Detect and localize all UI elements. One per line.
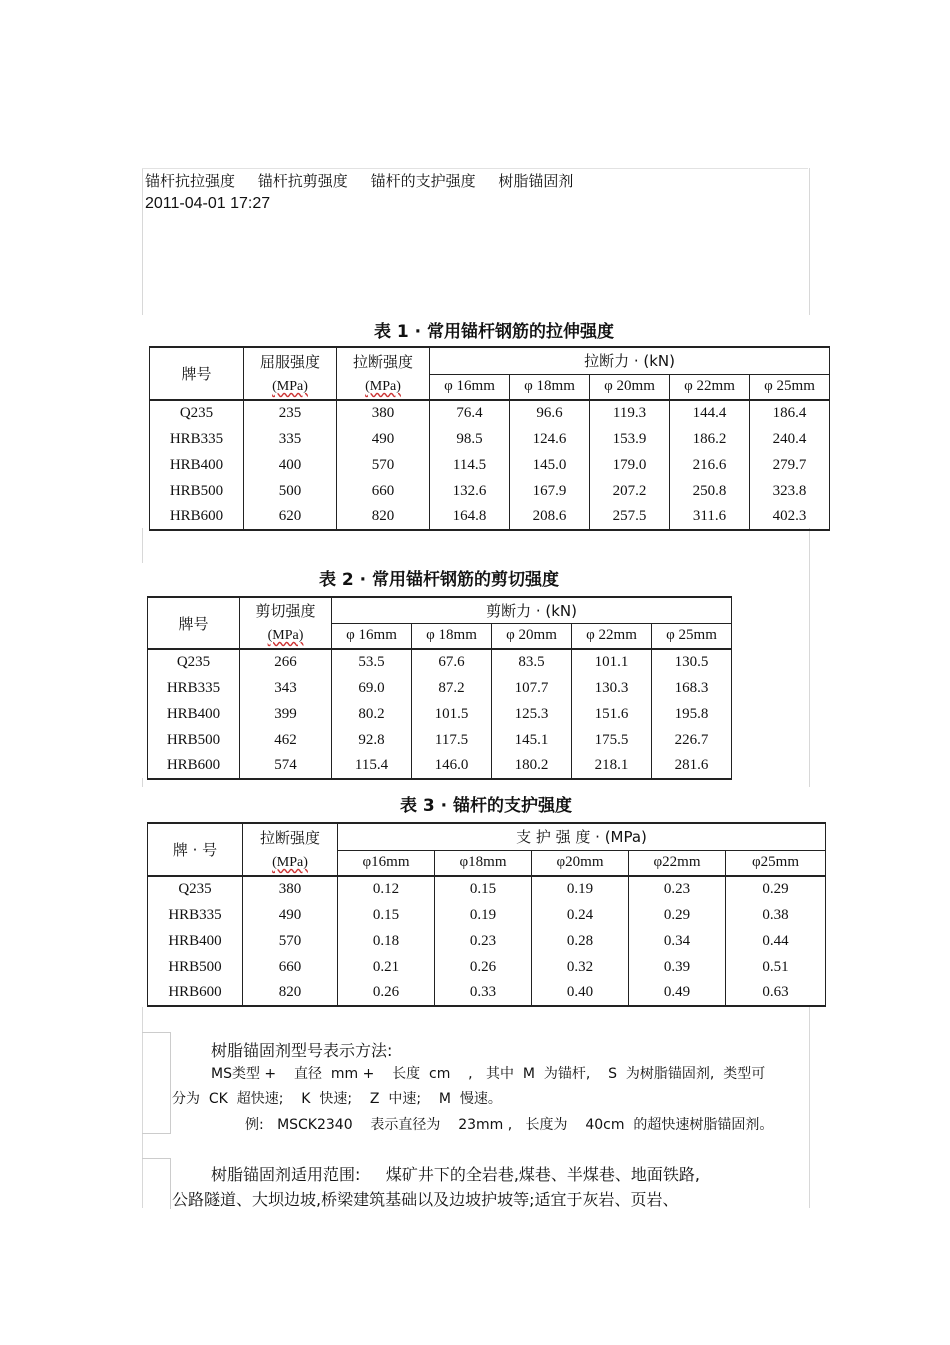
value-cell: 179.0 xyxy=(590,452,670,478)
value-cell: 0.51 xyxy=(726,954,826,980)
value-cell: 115.4 xyxy=(332,753,412,779)
value-cell: 80.2 xyxy=(332,701,412,727)
value-cell: 175.5 xyxy=(572,727,652,753)
tag-tensile-strength[interactable]: 锚杆抗拉强度 xyxy=(145,172,236,190)
table1-header-brand: 牌号 xyxy=(150,347,244,400)
value-cell: 0.49 xyxy=(629,980,726,1006)
table-row xyxy=(148,753,732,779)
value-cell: 130.3 xyxy=(572,675,652,701)
value-cell: 119.3 xyxy=(590,400,670,426)
table2-block xyxy=(142,563,734,778)
brand-cell: HRB400 xyxy=(148,701,240,727)
value-cell: 0.38 xyxy=(726,902,826,928)
value-cell: 168.3 xyxy=(652,675,732,701)
value-cell: 257.5 xyxy=(590,504,670,530)
value-cell: 101.1 xyxy=(572,649,652,675)
margin-mark xyxy=(142,1032,171,1134)
value-cell: 207.2 xyxy=(590,478,670,504)
value-cell: 83.5 xyxy=(492,649,572,675)
frame-top-rule xyxy=(142,168,808,169)
value-cell: 335 xyxy=(244,426,337,452)
brand-cell: HRB600 xyxy=(148,753,240,779)
value-cell: 226.7 xyxy=(652,727,732,753)
tag-resin-anchor[interactable]: 树脂锚固剂 xyxy=(498,172,574,190)
value-cell: 240.4 xyxy=(750,426,830,452)
table1-header-yield: 屈服强度 xyxy=(244,347,337,374)
brand-cell: HRB335 xyxy=(150,426,244,452)
value-cell: 380 xyxy=(337,400,430,426)
value-cell: 164.8 xyxy=(430,504,510,530)
table-row xyxy=(148,980,826,1006)
table-row xyxy=(148,649,732,675)
model-heading: 树脂锚固剂型号表示方法: xyxy=(211,1041,393,1060)
table-row xyxy=(148,954,826,980)
scope-line-1: 树脂锚固剂适用范围: 煤矿井下的全岩巷,煤巷、半煤巷、地面铁路, xyxy=(211,1165,700,1184)
value-cell: 107.7 xyxy=(492,675,572,701)
value-cell: 186.4 xyxy=(750,400,830,426)
value-cell: 0.19 xyxy=(532,876,629,902)
value-cell: 124.6 xyxy=(510,426,590,452)
value-cell: 820 xyxy=(337,504,430,530)
article-tags xyxy=(145,170,591,191)
table1-title: 表 1 · 常用锚杆钢筋的拉伸强度 xyxy=(374,322,615,342)
value-cell: 69.0 xyxy=(332,675,412,701)
brand-cell: Q235 xyxy=(148,876,243,902)
brand-cell: HRB500 xyxy=(148,954,243,980)
value-cell: 0.19 xyxy=(435,902,532,928)
table-row xyxy=(148,876,826,902)
table3-header-size: φ16mm xyxy=(338,850,435,876)
table2-header-shear-unit: (MPa) xyxy=(240,623,332,649)
value-cell: 146.0 xyxy=(412,753,492,779)
table2 xyxy=(147,596,732,780)
brand-cell: Q235 xyxy=(148,649,240,675)
table3-header-size: φ25mm xyxy=(726,850,826,876)
value-cell: 53.5 xyxy=(332,649,412,675)
table1 xyxy=(149,346,830,531)
value-cell: 208.6 xyxy=(510,504,590,530)
value-cell: 132.6 xyxy=(430,478,510,504)
value-cell: 570 xyxy=(243,928,338,954)
value-cell: 76.4 xyxy=(430,400,510,426)
table-row xyxy=(150,452,830,478)
model-line-1: MS类型 + 直径 mm + 长度 cm , 其中 M 为锚杆, S 为树脂锚固剂, 类型可 xyxy=(211,1066,766,1082)
table2-header-size: φ 16mm xyxy=(332,623,412,649)
value-cell: 87.2 xyxy=(412,675,492,701)
table2-header-size: φ 20mm xyxy=(492,623,572,649)
value-cell: 0.26 xyxy=(338,980,435,1006)
value-cell: 0.26 xyxy=(435,954,532,980)
table3-header-size: φ18mm xyxy=(435,850,532,876)
value-cell: 0.29 xyxy=(629,902,726,928)
table1-header-size: φ 22mm xyxy=(670,374,750,400)
value-cell: 250.8 xyxy=(670,478,750,504)
value-cell: 67.6 xyxy=(412,649,492,675)
value-cell: 114.5 xyxy=(430,452,510,478)
table-row xyxy=(148,675,732,701)
model-line-2: 分为 CK 超快速; K 快速; Z 中速; M 慢速。 xyxy=(172,1091,502,1107)
table-row xyxy=(150,400,830,426)
value-cell: 402.3 xyxy=(750,504,830,530)
table1-header-tensile-unit: (MPa) xyxy=(337,374,430,400)
value-cell: 98.5 xyxy=(430,426,510,452)
table3 xyxy=(147,822,826,1007)
value-cell: 281.6 xyxy=(652,753,732,779)
value-cell: 380 xyxy=(243,876,338,902)
value-cell: 0.28 xyxy=(532,928,629,954)
table1-header-size: φ 16mm xyxy=(430,374,510,400)
table3-block xyxy=(142,787,830,1007)
value-cell: 186.2 xyxy=(670,426,750,452)
value-cell: 167.9 xyxy=(510,478,590,504)
value-cell: 0.33 xyxy=(435,980,532,1006)
tag-shear-strength[interactable]: 锚杆抗剪强度 xyxy=(257,172,348,190)
scope-line-2: 公路隧道、大坝边坡,桥梁建筑基础以及边坡护坡等;适宜于灰岩、页岩、 xyxy=(172,1190,679,1209)
value-cell: 0.40 xyxy=(532,980,629,1006)
brand-cell: HRB600 xyxy=(150,504,244,530)
value-cell: 0.23 xyxy=(435,928,532,954)
value-cell: 218.1 xyxy=(572,753,652,779)
table1-block xyxy=(142,315,834,528)
value-cell: 500 xyxy=(244,478,337,504)
value-cell: 0.15 xyxy=(338,902,435,928)
value-cell: 400 xyxy=(244,452,337,478)
value-cell: 0.12 xyxy=(338,876,435,902)
table-row xyxy=(148,701,732,727)
table-row xyxy=(148,928,826,954)
table3-title: 表 3 · 锚杆的支护强度 xyxy=(400,796,573,816)
value-cell: 216.6 xyxy=(670,452,750,478)
value-cell: 195.8 xyxy=(652,701,732,727)
table2-header-size: φ 22mm xyxy=(572,623,652,649)
value-cell: 490 xyxy=(337,426,430,452)
value-cell: 620 xyxy=(244,504,337,530)
value-cell: 144.4 xyxy=(670,400,750,426)
post-date: 2011-04-01 17:27 xyxy=(145,195,271,212)
value-cell: 0.32 xyxy=(532,954,629,980)
tag-support-strength[interactable]: 锚杆的支护强度 xyxy=(370,172,476,190)
value-cell: 130.5 xyxy=(652,649,732,675)
table1-header-tensile: 拉断强度 xyxy=(337,347,430,374)
brand-cell: HRB500 xyxy=(148,727,240,753)
value-cell: 660 xyxy=(243,954,338,980)
value-cell: 266 xyxy=(240,649,332,675)
table-row xyxy=(148,902,826,928)
example-line: 例: MSCK2340 表示直径为 23mm , 长度为 40cm 的超快速树脂锚固剂。 xyxy=(245,1117,774,1133)
table-row xyxy=(150,478,830,504)
table1-header-size: φ 18mm xyxy=(510,374,590,400)
value-cell: 0.23 xyxy=(629,876,726,902)
margin-mark xyxy=(142,1158,171,1209)
brand-cell: HRB335 xyxy=(148,902,243,928)
table3-header-brand: 牌 · 号 xyxy=(148,823,243,876)
table2-header-shear: 剪切强度 xyxy=(240,597,332,623)
table2-header-size: φ 25mm xyxy=(652,623,732,649)
brand-cell: HRB400 xyxy=(148,928,243,954)
value-cell: 180.2 xyxy=(492,753,572,779)
value-cell: 0.24 xyxy=(532,902,629,928)
value-cell: 343 xyxy=(240,675,332,701)
value-cell: 0.15 xyxy=(435,876,532,902)
value-cell: 0.21 xyxy=(338,954,435,980)
value-cell: 660 xyxy=(337,478,430,504)
value-cell: 311.6 xyxy=(670,504,750,530)
value-cell: 96.6 xyxy=(510,400,590,426)
brand-cell: Q235 xyxy=(150,400,244,426)
table2-header-size: φ 18mm xyxy=(412,623,492,649)
value-cell: 0.29 xyxy=(726,876,826,902)
value-cell: 145.0 xyxy=(510,452,590,478)
table3-header-size: φ20mm xyxy=(532,850,629,876)
value-cell: 101.5 xyxy=(412,701,492,727)
brand-cell: HRB335 xyxy=(148,675,240,701)
value-cell: 279.7 xyxy=(750,452,830,478)
value-cell: 323.8 xyxy=(750,478,830,504)
table-row xyxy=(150,504,830,530)
value-cell: 0.18 xyxy=(338,928,435,954)
table2-header-brand: 牌号 xyxy=(148,597,240,649)
value-cell: 399 xyxy=(240,701,332,727)
table1-header-yield-unit: (MPa) xyxy=(244,374,337,400)
table2-title: 表 2 · 常用锚杆钢筋的剪切强度 xyxy=(319,570,560,590)
value-cell: 0.34 xyxy=(629,928,726,954)
value-cell: 462 xyxy=(240,727,332,753)
table-row xyxy=(150,426,830,452)
value-cell: 92.8 xyxy=(332,727,412,753)
brand-cell: HRB500 xyxy=(150,478,244,504)
value-cell: 151.6 xyxy=(572,701,652,727)
table2-header-group: 剪断力 · (kN) xyxy=(332,597,732,623)
value-cell: 0.44 xyxy=(726,928,826,954)
table3-header-size: φ22mm xyxy=(629,850,726,876)
brand-cell: HRB400 xyxy=(150,452,244,478)
table3-header-group: 支 护 强 度 · (MPa) xyxy=(338,823,826,850)
table1-header-size: φ 20mm xyxy=(590,374,670,400)
value-cell: 0.63 xyxy=(726,980,826,1006)
value-cell: 145.1 xyxy=(492,727,572,753)
value-cell: 125.3 xyxy=(492,701,572,727)
value-cell: 235 xyxy=(244,400,337,426)
brand-cell: HRB600 xyxy=(148,980,243,1006)
table3-header-tensile: 拉断强度 xyxy=(243,823,338,850)
value-cell: 574 xyxy=(240,753,332,779)
value-cell: 570 xyxy=(337,452,430,478)
table-row xyxy=(148,727,732,753)
value-cell: 153.9 xyxy=(590,426,670,452)
table1-header-group: 拉断力 · (kN) xyxy=(430,347,830,374)
value-cell: 820 xyxy=(243,980,338,1006)
value-cell: 490 xyxy=(243,902,338,928)
table1-header-size: φ 25mm xyxy=(750,374,830,400)
value-cell: 0.39 xyxy=(629,954,726,980)
table3-header-tensile-unit: (MPa) xyxy=(243,850,338,876)
value-cell: 117.5 xyxy=(412,727,492,753)
